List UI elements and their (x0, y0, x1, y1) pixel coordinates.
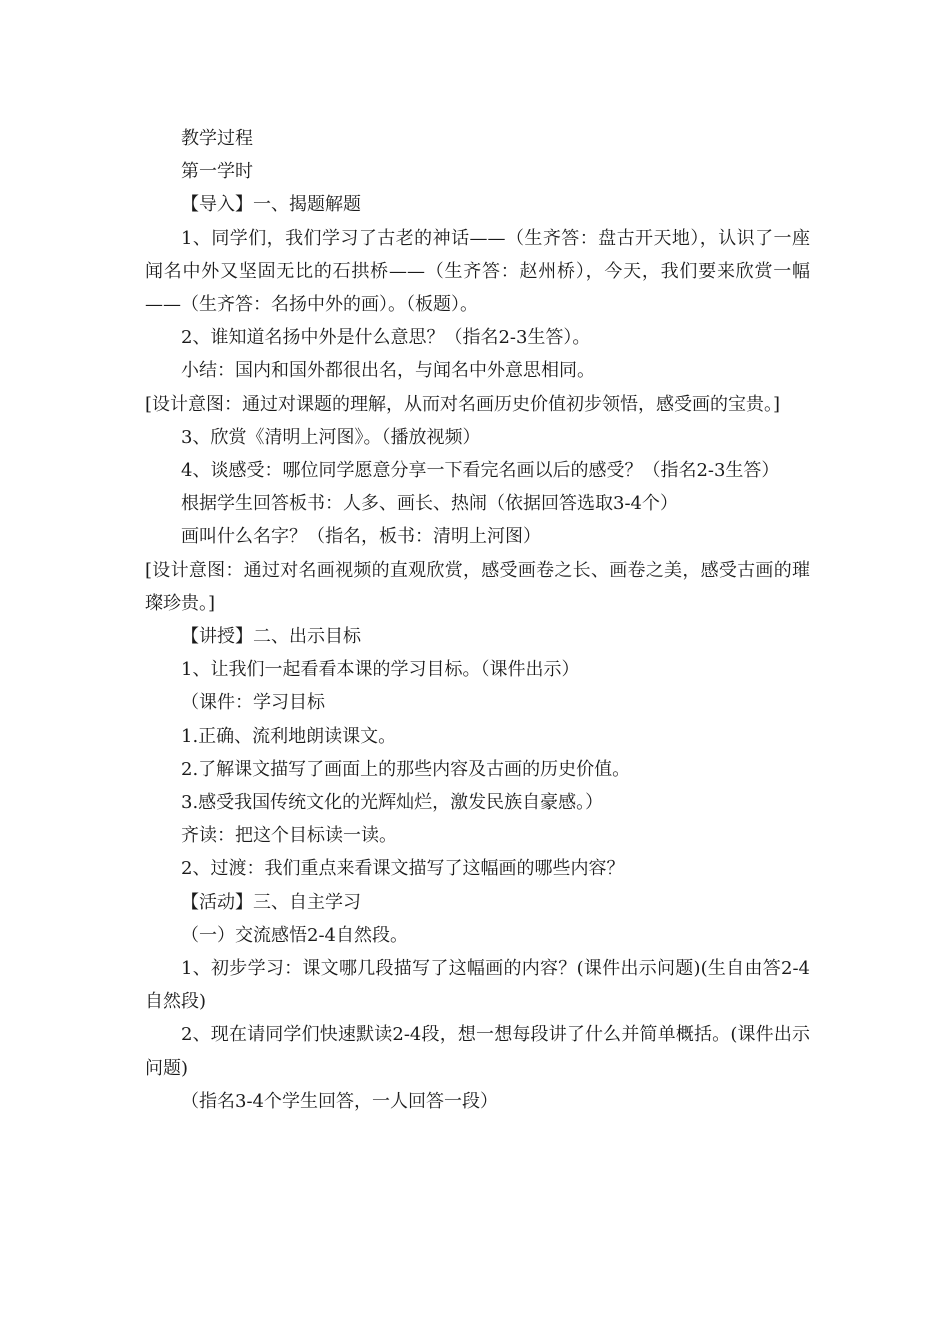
step-heading-intro: 【导入】一、揭题解题 (181, 194, 361, 216)
step-heading-teach: 【讲授】二、出示目标 (181, 626, 361, 648)
paragraph: 1、初步学习：课文哪几段描写了这幅画的内容？(课件出示问题)(生自由答2-4自然段) (145, 958, 810, 1013)
paragraph: 2、现在请同学们快速默读2-4段，想一想每段讲了什么并简单概括。(课件出示问题) (145, 1024, 810, 1079)
paragraph: 根据学生回答板书：人多、画长、热闹（依据回答选取3-4个） (181, 493, 678, 515)
paragraph: （指名3-4个学生回答，一人回答一段） (181, 1090, 498, 1112)
goal-item: 2.了解课文描写了画面上的那些内容及古画的历史价值。 (181, 758, 631, 780)
document-body (145, 122, 810, 1118)
design-intent-note: [设计意图：通过对名画视频的直观欣赏，感受画卷之长、画卷之美，感受古画的璀璨珍贵。] (145, 559, 810, 614)
lesson-period: 第一学时 (181, 161, 253, 183)
goal-item: 1.正确、流利地朗读课文。 (181, 725, 397, 747)
paragraph: 4、谈感受：哪位同学愿意分享一下看完名画以后的感受？（指名2-3生答） (181, 460, 780, 482)
paragraph: 小结：国内和国外都很出名，与闻名中外意思相同。 (181, 360, 595, 382)
paragraph: 画叫什么名字？（指名，板书：清明上河图） (181, 526, 541, 548)
paragraph: 2、过渡：我们重点来看课文描写了这幅画的哪些内容？ (181, 858, 625, 880)
paragraph: （课件：学习目标 (181, 692, 325, 714)
paragraph: 1、同学们，我们学习了古老的神话——（生齐答：盘古开天地），认识了一座闻名中外又坚固无比的石拱桥——（生齐答：赵州桥），今天，我们要来欣赏一幅——（生齐答：名扬中外的画）。（板题）。 (145, 227, 810, 316)
design-intent-note: [设计意图：通过对课题的理解，从而对名画历史价值初步领悟，感受画的宝贵。] (145, 393, 781, 415)
paragraph: 3、欣赏《清明上河图》。（播放视频） (181, 426, 481, 448)
subsection-heading: （一）交流感悟2-4自然段。 (181, 924, 408, 946)
goal-item: 3.感受我国传统文化的光辉灿烂，激发民族自豪感。） (181, 792, 604, 814)
section-heading: 教学过程 (181, 128, 253, 149)
paragraph: 齐读：把这个目标读一读。 (181, 825, 397, 847)
paragraph: 1、让我们一起看看本课的学习目标。（课件出示） (181, 659, 580, 681)
paragraph: 2、谁知道名扬中外是什么意思？（指名2-3生答）。 (181, 327, 591, 349)
step-heading-activity: 【活动】三、自主学习 (181, 891, 361, 913)
